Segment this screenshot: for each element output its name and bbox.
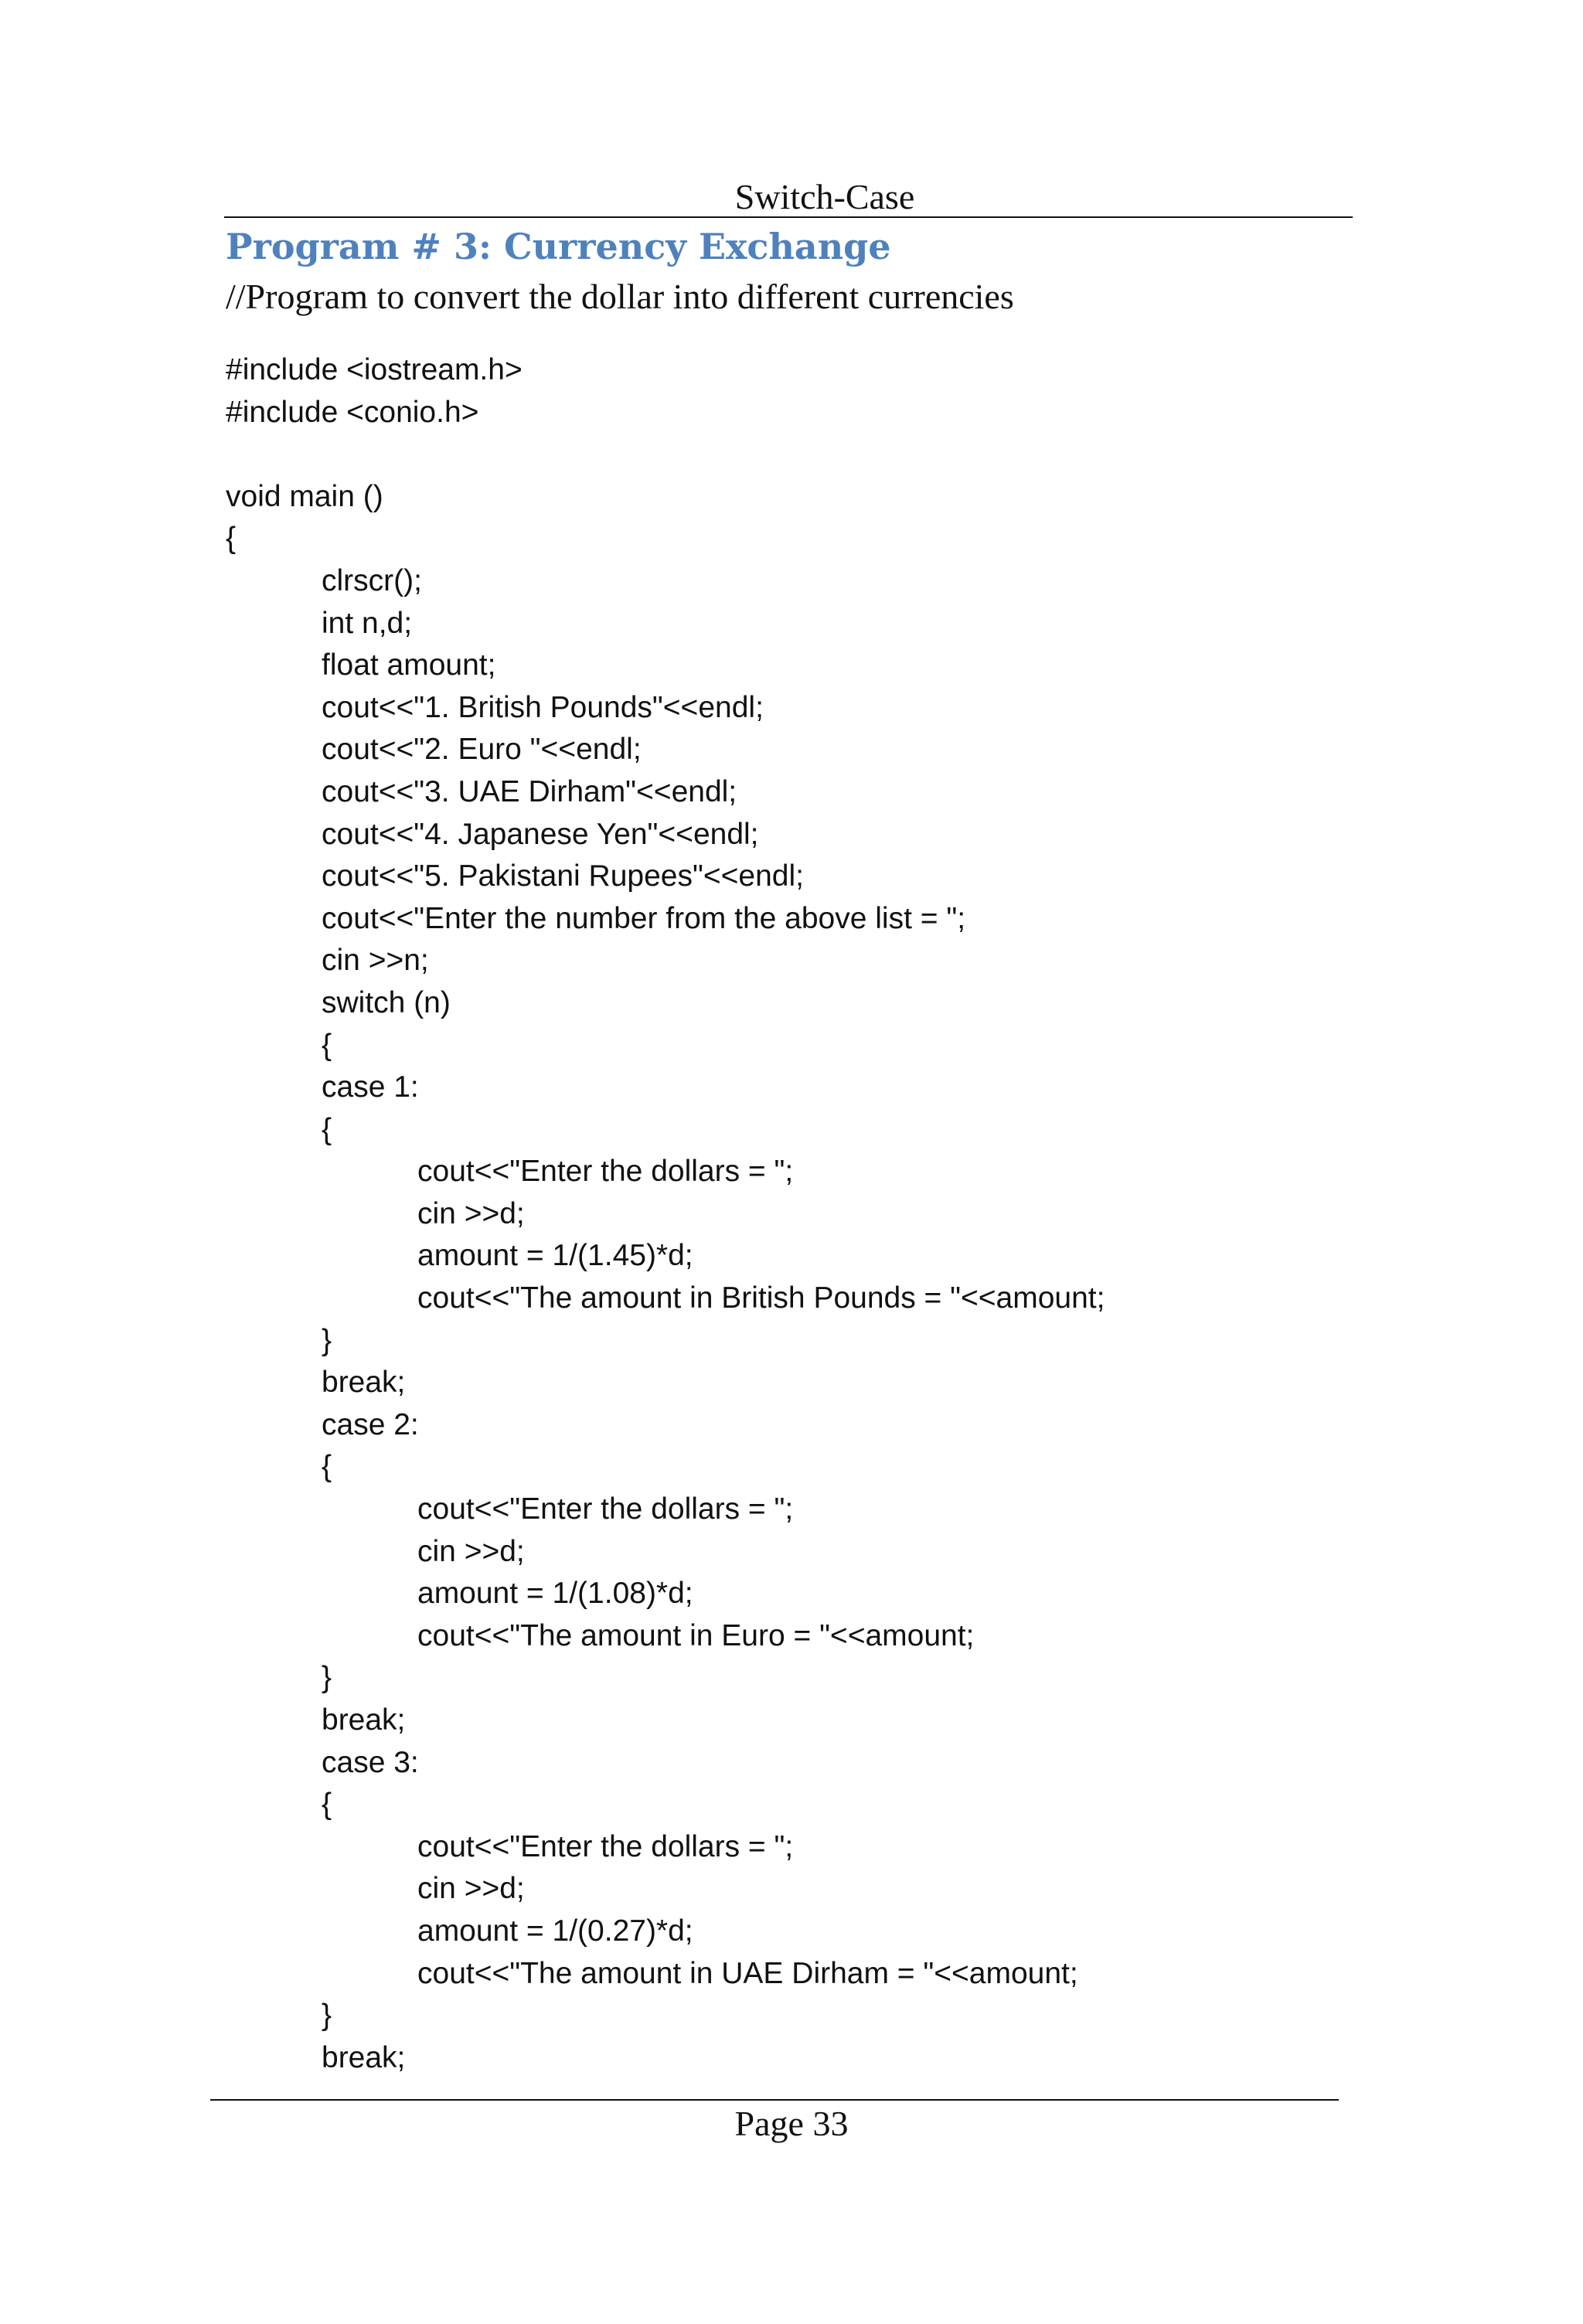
footer-divider	[210, 2099, 1339, 2101]
code-line: cout<<"Enter the dollars = ";	[417, 1155, 794, 1189]
code-line: cout<<"5. Pakistani Rupees"<<endl;	[322, 859, 804, 893]
code-line: }	[322, 1323, 332, 1357]
code-line: amount = 1/(1.08)*d;	[417, 1577, 693, 1611]
program-description-comment: //Program to convert the dollar into different currencies	[226, 277, 1014, 316]
code-line: cout<<"4. Japanese Yen"<<endl;	[322, 817, 759, 851]
code-line: cout<<"2. Euro "<<endl;	[322, 733, 642, 767]
code-line: clrscr();	[322, 563, 422, 597]
code-line: cin >>n;	[322, 944, 429, 978]
code-line: cout<<"1. British Pounds"<<endl;	[322, 690, 764, 724]
header-divider	[224, 216, 1353, 218]
code-line: cout<<"Enter the dollars = ";	[417, 1492, 794, 1526]
code-line: int n,d;	[322, 606, 413, 640]
code-line: }	[322, 1999, 332, 2033]
code-line	[226, 434, 1105, 476]
code-line: amount = 1/(1.45)*d;	[417, 1239, 693, 1273]
code-line: void main ()	[226, 479, 383, 513]
running-header: Switch-Case	[734, 177, 915, 216]
code-line: cout<<"The amount in Euro = "<<amount;	[417, 1618, 975, 1652]
code-line: cout<<"Enter the dollars = ";	[417, 1829, 794, 1863]
code-line: {	[322, 1788, 332, 1822]
code-line: cout<<"The amount in UAE Dirham = "<<amount;	[417, 1956, 1078, 1990]
code-listing	[226, 349, 1105, 2079]
code-line: {	[322, 1450, 332, 1484]
code-line: break;	[322, 1366, 406, 1400]
code-line: cin >>d;	[417, 1534, 525, 1568]
code-line: amount = 1/(0.27)*d;	[417, 1914, 693, 1948]
code-line: float amount;	[322, 648, 496, 682]
code-line: {	[322, 1028, 332, 1062]
code-line: {	[226, 522, 237, 556]
code-line: break;	[322, 1703, 406, 1737]
code-line: cout<<"3. UAE Dirham"<<endl;	[322, 774, 737, 808]
code-line: {	[322, 1112, 332, 1146]
code-line: break;	[322, 2040, 406, 2074]
code-line: #include <conio.h>	[226, 395, 479, 429]
code-line: case 2:	[322, 1407, 419, 1441]
code-line: switch (n)	[322, 985, 451, 1019]
code-line: case 3:	[322, 1745, 419, 1779]
code-line: cout<<"Enter the number from the above list = ";	[322, 901, 966, 935]
code-line: case 1:	[322, 1070, 419, 1104]
code-line: }	[322, 1661, 332, 1695]
page-number: Page 33	[734, 2104, 849, 2143]
program-title: Program # 3: Currency Exchange	[226, 226, 891, 267]
code-line: cout<<"The amount in British Pounds = "<<amount;	[417, 1281, 1105, 1315]
code-line: cin >>d;	[417, 1196, 525, 1230]
code-line: cin >>d;	[417, 1872, 525, 1906]
code-line: #include <iostream.h>	[226, 353, 523, 386]
